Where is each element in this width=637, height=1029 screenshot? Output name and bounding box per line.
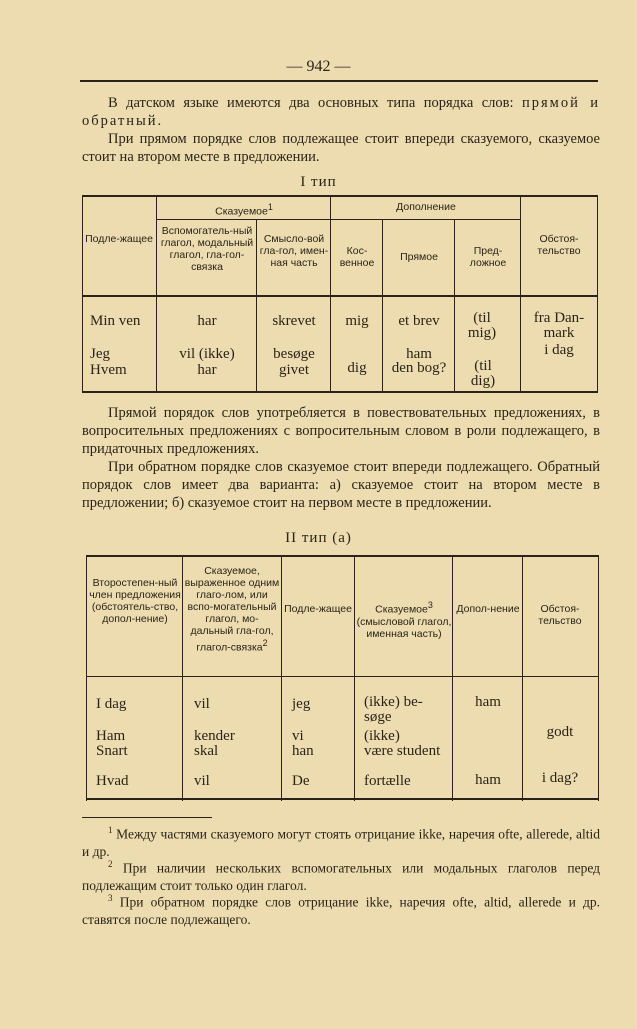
t1-header-object: Дополнение xyxy=(396,201,456,213)
t1-r3-prep: (til dig) xyxy=(470,358,496,389)
intro-paragraph-1 xyxy=(82,94,600,130)
t1-predicate-footnote-mark: 1 xyxy=(267,202,273,212)
page-number: — 942 — xyxy=(286,58,351,75)
t1-header-subject: Подле-жащее xyxy=(85,233,153,245)
t2-predicate-footnote-mark: 2 xyxy=(262,638,268,648)
t1-r3-indirect: dig xyxy=(347,360,367,376)
t2-header-object: Допол-нение xyxy=(456,603,520,615)
t2-r2-adv: godt xyxy=(546,724,574,740)
footnote-2-text: При наличии нескольких вспомогательных или модальных глаголов перед подлежащим стоит только один глагол. xyxy=(82,860,601,893)
t1-r1-direct: et brev xyxy=(398,313,440,329)
footnote-1 xyxy=(82,822,600,860)
table1 xyxy=(82,195,598,393)
intro-paragraph-2: При прямом порядке слов подлежащее стоит впереди сказуемого, сказуемое стоит на втором месте в предложении. xyxy=(82,131,600,165)
t1-r1-adv: fra Dan-mark xyxy=(533,310,585,341)
table2-title: II тип (а) xyxy=(285,530,352,546)
t1-r3-main: givet xyxy=(279,362,309,378)
header-rule xyxy=(80,80,598,82)
t2-r3-pred: skal xyxy=(194,743,219,759)
t2-r1-main: (ikke) be-søge xyxy=(364,694,423,725)
t2-r2-subject: vi xyxy=(292,728,304,744)
t1-r3-aux: har xyxy=(197,362,217,378)
footnote-2 xyxy=(82,856,600,894)
t2-header-main-text: Сказуемое xyxy=(375,603,428,616)
t1-r2-main: besøge xyxy=(273,346,315,362)
t2-r4-subject: De xyxy=(292,773,310,789)
t2-header-secondary: Второстепен-ный член предложения (обстоятель-ство, допол-нение) xyxy=(89,577,181,625)
t1-r1-main: skrevet xyxy=(272,313,316,329)
t2-header-main xyxy=(356,599,452,640)
footnote-3-mark: 3 xyxy=(108,893,113,903)
t1-r2-subject: Jeg xyxy=(90,346,110,362)
t2-r3-secondary: Snart xyxy=(96,743,128,759)
t2-r1-pred: vil xyxy=(194,696,210,712)
t1-header-direct: Прямое xyxy=(400,251,438,263)
middle-paragraph-2: При обратном порядке слов сказуемое стоит впереди подлежащего. Обратный порядок слов имеет два варианта: а) сказуемое стоит на втором месте в предложении; б) сказуемое стоит на первом месте в предложении. xyxy=(82,459,600,511)
table1-title: I тип xyxy=(300,174,337,190)
middle-paragraph-1: Прямой порядок слов употребляется в повествовательных предложениях, в вопросительных предложениях с вопросительным словом в роли подлежащего, в придаточных предложениях. xyxy=(82,405,600,457)
t2-r4-pred: vil xyxy=(194,773,210,789)
t2-r4-object: ham xyxy=(475,772,501,788)
table2 xyxy=(86,555,599,801)
t1-r1-subject: Min ven xyxy=(90,313,141,329)
t1-header-indirect: Кос-венное xyxy=(339,245,375,269)
t2-r1-secondary: I dag xyxy=(96,696,127,712)
t2-r2-pred: kender xyxy=(194,728,235,744)
t1-r2-aux: vil (ikke) xyxy=(179,346,235,362)
t2-main-footnote-mark: 3 xyxy=(427,600,433,610)
footnote-1-mark: 1 xyxy=(108,825,113,835)
t2-header-predicate xyxy=(184,565,280,654)
footnote-3 xyxy=(82,890,600,928)
intro-text: В датском языке имеются два основных типа порядка слов: xyxy=(108,95,514,111)
t1-r2-adv: i dag xyxy=(544,342,574,358)
t1-r1-indirect: mig xyxy=(345,313,369,329)
t1-r1-aux: har xyxy=(197,313,217,329)
t2-r3-main: være student xyxy=(364,743,441,759)
t1-r2-direct: ham xyxy=(406,346,432,362)
t2-header-adverbial: Обстоя-тельство xyxy=(538,603,582,627)
t2-header-subject: Подле-жащее xyxy=(284,603,352,615)
t1-header-aux: Вспомогатель-ный глагол, модальный глагол, гла-гол-связка xyxy=(160,225,254,273)
t1-r3-subject: Hvem xyxy=(90,362,127,378)
footnote-rule xyxy=(82,817,212,818)
t1-header-adverbial: Обстоя-тельство xyxy=(537,233,581,257)
t2-header-main-sub: (смысловой глагол, именная часть) xyxy=(356,615,452,640)
footnote-1-text: Между частями сказуемого могут стоять отрицание ikke, наречия ofte, allerede, altid и др. xyxy=(82,826,600,859)
t2-r4-secondary: Hvad xyxy=(96,773,129,789)
t1-header-prepositional: Пред-ложное xyxy=(469,245,507,269)
t1-header-predicate xyxy=(158,201,330,218)
t2-header-predicate-text: Сказуемое, выраженное одним глаго-лом, или вспо-могательный глагол, мо-дальный гла-гол, глагол-связка xyxy=(184,565,280,654)
footnote-3-text: При обратном порядке слов отрицание ikke, наречия ofte, altid, allerede и др. ставятся после подлежащего. xyxy=(82,894,601,927)
t1-header-predicate-text: Сказуемое xyxy=(215,205,268,218)
t2-r2-secondary: Ham xyxy=(96,728,126,744)
t1-header-main-verb: Смысло-вой гла-гол, имен-ная часть xyxy=(259,233,329,269)
t2-r4-adv: i dag? xyxy=(541,770,579,786)
t2-r4-main: fortælle xyxy=(364,773,411,789)
t1-r1-prep: (til mig) xyxy=(467,310,497,341)
t2-r2-main: (ikke) xyxy=(364,728,400,744)
t2-r1-object: ham xyxy=(475,694,501,710)
t1-r3-direct: den bog? xyxy=(391,360,447,376)
intro-spaced-text: прямой и обратный. xyxy=(82,95,601,129)
t2-r1-subject: jeg xyxy=(292,696,311,712)
t2-r3-subject: han xyxy=(292,743,314,759)
footnote-2-mark: 2 xyxy=(108,859,113,869)
